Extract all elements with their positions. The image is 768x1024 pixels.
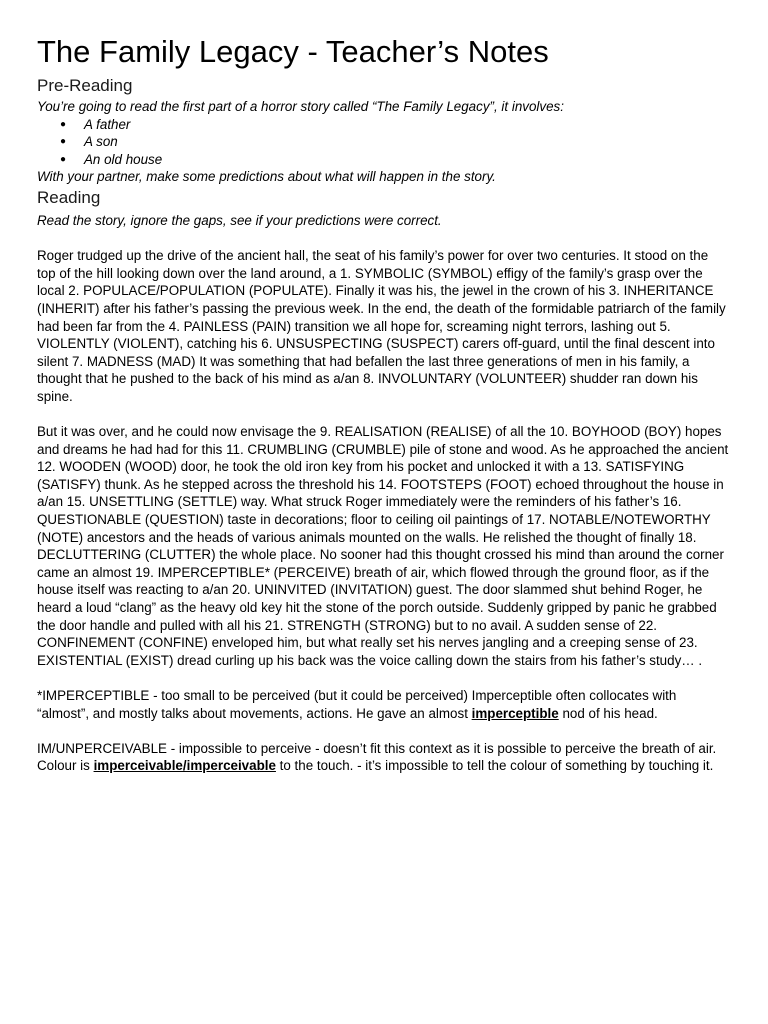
list-item: [37, 116, 730, 134]
story-paragraph-2: But it was over, and he could now envisage the 9. REALISATION (REALISE) of all the 10. BOYHOOD (BOY) hopes and dreams he had had for this 11. CRUMBLING (CRUMBLE) pile of stone and wood. As he approached the ancient 12. WOODEN (WOOD) door, he took the old iron key from his pocket and unlocked it with a 13. SATISFYING (SATISFY) thunk. As he stepped across the threshold his 14. FOOTSTEPS (FOOT) echoed throughout the house in a/an 15. UNSETTLING (SETTLE) way. What struck Roger immediately were the reminders of his father’s 16. QUESTIONABLE (QUESTION) taste in decorations; floor to ceiling oil paintings of 17. NOTABLE/NOTEWORTHY (NOTE) ancestors and the heads of various animals mounted on the walls. He relished the thought of finally 18. DECLUTTERING (CLUTTER) the whole place. No sooner had this thought crossed his mind than around the corner came an almost 19. IMPERCEPTIBLE* (PERCEIVE) breath of air, which flowed through the ground floor, as if the house itself was reacting to a/an 20. UNINVITED (INVITATION) guest. The door slammed shut behind Roger, he heard a loud “clang” as the heavy old key hit the stone of the porch outside. Suddenly gripped by panic he grabbed the door handle and pulled with all his 21. STRENGTH (STRONG) but to no avail. A sudden sense of 22. CONFINEMENT (CONFINE) enveloped him, but what really set his nerves jangling and a creeping sense of 23. EXISTENTIAL (EXIST) dread curling up his back was the voice calling down the stairs from his father’s study… .: [37, 424, 729, 668]
bullet-icon: ●: [60, 136, 67, 148]
note-text: nod of his head.: [558, 705, 658, 721]
list-item: [37, 133, 730, 151]
reading-instruction: Read the story, ignore the gaps, see if your predictions were correct.: [37, 212, 442, 228]
reading-heading: Reading: [37, 187, 101, 207]
note-keyword: imperceptible: [471, 705, 559, 721]
list-item: [37, 151, 730, 169]
bullet-icon: ●: [60, 153, 67, 165]
note-text: IM/UNPERCEIVABLE - impossible to perceive - doesn’t fit this context as it is possible to perceive the breath of air. Colour is: [37, 740, 717, 774]
bullet-text: An old house: [84, 151, 163, 167]
note-imperceivable: [37, 740, 730, 775]
document-title: The Family Legacy - Teacher’s Notes: [37, 34, 549, 69]
note-text: *IMPERCEPTIBLE - too small to be perceived (but it could be perceived) Imperceptible often collocates with “almost”, and mostly talks about movements, actions. He gave an almost: [37, 688, 677, 721]
pre-reading-bullet-list: [37, 116, 730, 169]
bullet-text: A father: [84, 116, 131, 132]
pre-reading-intro: You’re going to read the first part of a horror story called “The Family Legacy”, it involves:: [37, 99, 564, 114]
document-body: [37, 30, 730, 775]
pre-reading-heading: Pre-Reading: [37, 76, 133, 95]
pre-reading-instruction: With your partner, make some predictions about what will happen in the story.: [37, 169, 496, 185]
bullet-text: A son: [84, 134, 118, 150]
bullet-icon: ●: [60, 118, 67, 130]
note-imperceptible: [37, 687, 730, 722]
story-paragraph-1: Roger trudged up the drive of the ancient hall, the seat of his family’s power for over two centuries. It stood on the top of the hill looking down over the land around, a 1. SYMBOLIC (SYMBOL) effigy of the family’s grasp over the local 2. POPULACE/POPULATION (POPULATE). Finally it was his, the jewel in the crown of his 3. INHERITANCE (INHERIT) after his father’s passing the previous week. In the end, the death of the formidable patriarch of the family had been far from the 4. PAINLESS (PAIN) transition we all hope for, screaming night terrors, lashing out 5. VIOLENTLY (VIOLENT), catching his 6. UNSUSPECTING (SUSPECT) carers off-guard, until the final descent into silent 7. MADNESS (MAD) It was something that had befallen the last three generations of men in his family, a thought that he pushed to the back of his mind as a/an 8. INVOLUNTARY (VOLUNTEER) shudder ran down his spine.: [37, 248, 726, 404]
note-keyword: imperceivable/imperceivable: [93, 758, 276, 774]
note-text: to the touch. - it’s impossible to tell the colour of something by touching it.: [275, 758, 714, 774]
